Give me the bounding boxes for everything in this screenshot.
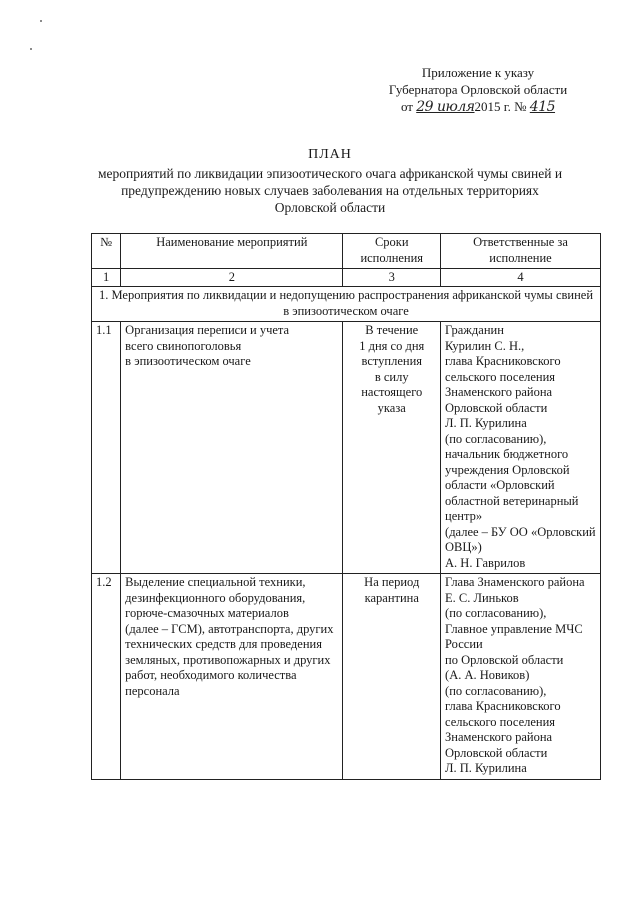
row-activity: Выделение специальной техники, дезинфекционного оборудования, горюче-смазочных материалов (далее – ГСМ), автотранспорта, других технических средств для проведения земляных, противопожарных и других работ, необходимого количества персонала: [121, 574, 343, 780]
row-deadline: В течение 1 дня со дня вступления в силу настоящего указа: [343, 322, 441, 574]
appendix-date-line: [358, 98, 598, 116]
plan-table: [91, 233, 601, 780]
row-deadline: На период карантина: [343, 574, 441, 780]
scan-speck: [30, 48, 32, 50]
plan-heading: ПЛАН: [308, 147, 352, 162]
header-deadline: Сроки исполнения: [343, 234, 441, 269]
section-title: 1. Мероприятия по ликвидации и недопущению распространения африканской чумы свиней в эпизоотическом очаге: [92, 287, 601, 322]
handwritten-number: 415: [529, 99, 556, 115]
row-responsible: Глава Знаменского района Е. С. Линьков (по согласованию), Главное управление МЧС России по Орловской области (А. А. Новиков) (по согласованию), глава Красниковского сельского поселения Знаменского района Орловской области Л. П. Курилина: [441, 574, 601, 780]
section-row: [92, 287, 601, 322]
plan-title-block: [96, 146, 564, 216]
appendix-line-1: Приложение к указу: [421, 65, 535, 80]
header-activity: Наименование мероприятий: [121, 234, 343, 269]
header-number: №: [92, 234, 121, 269]
column-number-row: [92, 269, 601, 287]
table-row: [92, 322, 601, 574]
header-responsible: Ответственные за исполнение: [441, 234, 601, 269]
row-number: 1.2: [92, 574, 121, 780]
row-responsible: Гражданин Курилин С. Н., глава Красниковского сельского поселения Знаменского района Орловской области Л. П. Курилина (по согласованию), начальник бюджетного учреждения Орловской области «Орловский областной ветеринарный центр» (далее – БУ ОО «Орловский ОВЦ») А. Н. Гаврилов: [441, 322, 601, 574]
appendix-header: [358, 64, 598, 116]
table-row: [92, 574, 601, 780]
scan-speck: [40, 20, 42, 22]
column-number: 3: [343, 269, 441, 287]
handwritten-date: 29 июля: [416, 99, 475, 115]
appendix-line-2: Губернатора Орловской области: [388, 82, 568, 97]
from-label: от: [400, 99, 413, 114]
column-number: 2: [121, 269, 343, 287]
column-number: 4: [441, 269, 601, 287]
row-number: 1.1: [92, 322, 121, 574]
row-activity: Организация переписи и учета всего свинопоголовья в эпизоотическом очаге: [121, 322, 343, 574]
table-header-row: [92, 234, 601, 269]
year-text: 2015 г. №: [474, 99, 527, 114]
column-number: 1: [92, 269, 121, 287]
plan-subtitle: мероприятий по ликвидации эпизоотического очага африканской чумы свиней и предупреждению новых случаев заболевания на отдельных территориях Орловской области: [97, 166, 563, 215]
